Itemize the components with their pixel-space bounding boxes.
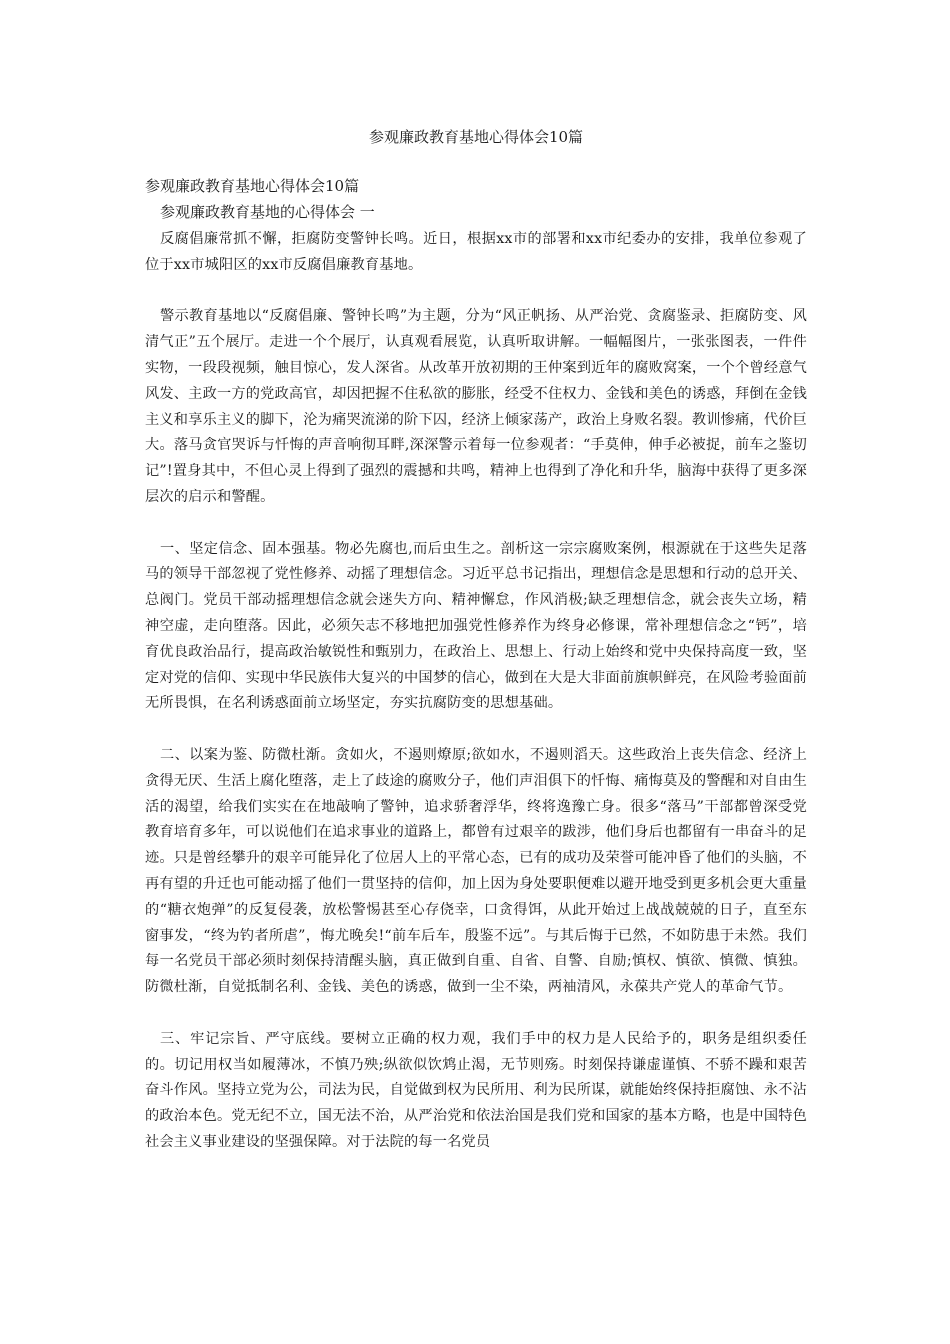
paragraph-gap: [145, 279, 807, 305]
paragraph-point-two: 二、以案为鉴、防微杜渐。贪如火，不遏则燎原;欲如水，不遏则滔天。这些政治上丧失信念、经济上贪得无厌、生活上腐化堕落，走上了歧途的腐败分子，他们声泪俱下的忏悔、痛悔莫及的警醒和对自由生活的渴望，给我们实实在在地敲响了警钟，追求骄奢浮华，终将逸豫亡身。很多“落马”干部都曾深受党教育培育多年，可以说他们在追求事业的道路上，都曾有过艰辛的跋涉，他们身后也都留有一串奋斗的足迹。只是曾经攀升的艰辛可能异化了位居人上的平常心态，已有的成功及荣誉可能冲昏了他们的头脑，不再有望的升迁也可能动摇了他们一贯坚持的信仰，加上因为身处要职便难以避开地受到更多机会更大重量的“糖衣炮弹”的反复侵袭，放松警惕甚至心存侥幸，口贪得饵，从此开始过上战战兢兢的日子，直至东窗事发，“终为钓者所虐”，悔尤晚矣!“前车后车，殷鉴不远”。与其后悔于已然，不如防患于未然。我们每一名党员干部必须时刻保持清醒头脑，真正做到自重、自省、自警、自励;慎权、慎欲、慎微、慎独。防微杜渐，自觉抵制名利、金钱、美色的诱惑，做到一尘不染，两袖清风，永葆共产党人的革命气节。: [145, 746, 807, 996]
paragraph-gap: [145, 511, 807, 537]
section-heading: 参观廉政教育基地的心得体会 一: [160, 203, 375, 221]
document-body: [145, 227, 807, 1156]
paragraph-point-three: 三、牢记宗旨、严守底线。要树立正确的权力观，我们手中的权力是人民给予的，职务是组织委任的。切记用权当如履薄冰，不慎乃殃;纵欲似饮鸩止渴，无节则殇。时刻保持谦虚谨慎、不骄不躁和艰苦奋斗作风。坚持立党为公，司法为民，自觉做到权为民所用、利为民所谋，就能始终保持拒腐蚀、永不沾的政治本色。党无纪不立，国无法不治，从严治党和依法治国是我们党和国家的基本方略，也是中国特色社会主义事业建设的坚强保障。对于法院的每一名党员: [145, 1030, 807, 1150]
paragraph-exhibition: 警示教育基地以“反腐倡廉、警钟长鸣”为主题，分为“风正帆扬、从严治党、贪腐鉴录、拒腐防变、风清气正”五个展厅。走进一个个展厅，认真观看展览，认真听取讲解。一幅幅图片，一张张图表，一件件实物，一段段视频，触目惊心，发人深省。从改革开放初期的王仲案到近年的腐败窝案，一个个曾经意气风发、主政一方的党政高官，却因把握不住私欲的膨胀，经受不住权力、金钱和美色的诱惑，拜倒在金钱主义和享乐主义的脚下，沦为痛哭流涕的阶下囚，经济上倾家荡产，政治上身败名裂。教训惨痛，代价巨大。落马贪官哭诉与忏悔的声音响彻耳畔,深深警示着每一位参观者：“手莫伸，伸手必被捉，前车之鉴切记”!置身其中，不但心灵上得到了强烈的震撼和共鸣，精神上也得到了净化和升华，脑海中获得了更多深层次的启示和警醒。: [145, 308, 807, 505]
paragraph-gap: [145, 717, 807, 743]
document-subtitle: 参观廉政教育基地心得体会10篇: [145, 177, 360, 195]
paragraph-gap: [145, 1001, 807, 1027]
document-title: 参观廉政教育基地心得体会10篇: [368, 128, 584, 146]
paragraph-intro: 反腐倡廉常抓不懈，拒腐防变警钟长鸣。近日，根据xx市的部署和xx市纪委办的安排，我单位参观了位于xx市城阳区的xx市反腐倡廉教育基地。: [145, 231, 807, 273]
paragraph-point-one: 一、坚定信念、固本强基。物必先腐也,而后虫生之。剖析这一宗宗腐败案例，根源就在于这些失足落马的领导干部忽视了党性修养、动摇了理想信念。习近平总书记指出，理想信念是思想和行动的总开关、总阀门。党员干部动摇理想信念就会迷失方向、精神懈怠，作风消极;缺乏理想信念，就会丧失立场，精神空虚，走向堕落。因此，必须矢志不移地把加强党性修养作为终身必修课，常补理想信念之“钙”，培育优良政治品行，提高政治敏锐性和甄别力，在政治上、思想上、行动上始终和党中央保持高度一致，坚定对党的信仰、实现中华民族伟大复兴的中国梦的信心，做到在大是大非面前旗帜鲜亮，在风险考验面前无所畏惧，在名利诱惑面前立场坚定，夯实抗腐防变的思想基础。: [145, 540, 807, 712]
